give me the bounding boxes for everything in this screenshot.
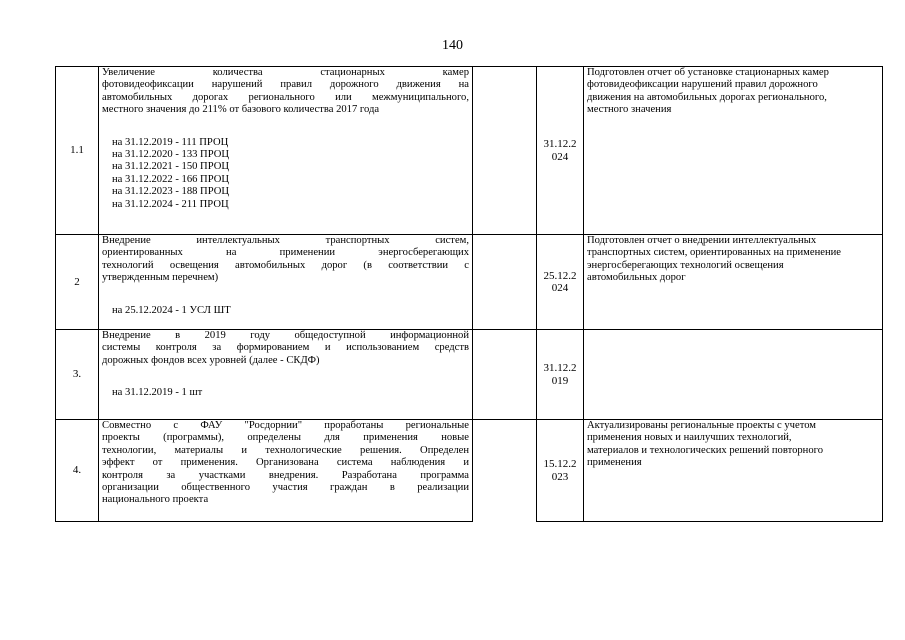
row-result: [584, 330, 883, 420]
result-line: Актуализированы региональные проекты с учетом: [587, 420, 816, 431]
date-part: 024: [551, 150, 569, 163]
desc-line: Совместно с ФАУ "Росдорнии" проработаны региональные: [102, 420, 469, 431]
result-line: движения на автомобильных дорогах регионального,: [587, 91, 827, 103]
desc-line: ориентированных на применении энергосберегающих: [102, 247, 469, 259]
row-number: 1.1: [56, 67, 99, 235]
date-part: 019: [551, 374, 569, 387]
row-description: [99, 67, 473, 235]
result-line: Подготовлен отчет об установке стационарных камер: [587, 67, 829, 78]
desc-line: утвержденным перечнем): [102, 272, 219, 284]
result-line: местного значения: [587, 104, 672, 116]
row-result: [584, 67, 883, 235]
desc-line: Внедрение интеллектуальных транспортных систем,: [102, 235, 469, 246]
due-date: [537, 235, 584, 330]
due-date: [537, 420, 584, 522]
table-row: [56, 235, 883, 330]
result-line: энергосберегающих технологий освещения: [587, 259, 784, 271]
table-row: [56, 67, 883, 235]
column-gap: [473, 235, 537, 330]
desc-line: технологий освещения автомобильных дорог (в соответствии с: [102, 259, 469, 271]
desc-line: местного значения до 211% от базового количества 2017 года: [102, 104, 380, 116]
date-part: 31.12.2: [543, 138, 577, 151]
column-gap: [473, 67, 537, 235]
table-row: [56, 330, 883, 420]
result-line: применения новых и наилучших технологий,: [587, 432, 792, 444]
desc-line: организации общественного участия граждан в реализации: [102, 482, 469, 494]
row-description: [99, 235, 473, 330]
target-values: [112, 305, 469, 317]
due-date: [537, 67, 584, 235]
target-value: на 31.12.2022 - 166 ПРОЦ: [112, 173, 230, 185]
desc-line: Внедрение в 2019 году общедоступной информационной: [102, 330, 469, 341]
result-line: фотовидеофиксации нарушений правил дорожного: [587, 79, 818, 91]
row-number: 3.: [56, 330, 99, 420]
target-value: на 31.12.2020 - 133 ПРОЦ: [112, 149, 230, 161]
desc-line: дорожных фондов всех уровней (далее - СКДФ): [102, 354, 320, 366]
desc-line: системы контроля за формированием и использованием средств: [102, 342, 469, 354]
row-description: [99, 330, 473, 420]
table-row: [56, 420, 883, 522]
desc-line: контроля за участками внедрения. Разработана программа: [102, 469, 469, 481]
result-line: материалов и технологических решений повторного: [587, 444, 824, 456]
desc-line: эффект от применения. Организована система наблюдения и: [102, 457, 469, 469]
desc-line: проекты (программы), определены для применения новые: [102, 432, 469, 444]
page-number: 140: [442, 38, 463, 53]
target-value: на 31.12.2019 - 111 ПРОЦ: [112, 136, 229, 148]
row-number: 2: [56, 235, 99, 330]
desc-line: фотовидеофиксации нарушений правил дорожного движения на: [102, 79, 469, 91]
target-values: [112, 387, 469, 399]
desc-line: технологии, материалы и технологические решения. Определен: [102, 444, 469, 456]
due-date: [537, 330, 584, 420]
target-value: на 31.12.2019 - 1 шт: [112, 387, 203, 399]
column-gap: [473, 330, 537, 420]
result-line: Подготовлен отчет о внедрении интеллектуальных: [587, 235, 817, 246]
target-value: на 31.12.2024 - 211 ПРОЦ: [112, 198, 229, 210]
date-part: 023: [551, 470, 569, 483]
measures-table: [55, 66, 883, 522]
target-value: на 31.12.2021 - 150 ПРОЦ: [112, 161, 230, 173]
date-part: 25.12.2: [543, 269, 577, 282]
target-value: на 31.12.2023 - 188 ПРОЦ: [112, 186, 230, 198]
row-number: 4.: [56, 420, 99, 522]
column-gap: [473, 420, 537, 522]
result-line: применения: [587, 457, 642, 469]
target-value: на 25.12.2024 - 1 УСЛ ШТ: [112, 304, 231, 316]
row-result: [584, 235, 883, 330]
date-part: 31.12.2: [543, 362, 577, 375]
target-values: [112, 137, 469, 211]
row-result: [584, 420, 883, 522]
result-line: автомобильных дорог: [587, 272, 686, 284]
date-part: 15.12.2: [543, 458, 577, 471]
date-part: 024: [551, 282, 569, 294]
desc-line: автомобильных дорогах регионального или межмуниципального,: [102, 91, 469, 103]
desc-line: национального проекта: [102, 494, 209, 506]
result-line: транспортных систем, ориентированных на применение: [587, 247, 841, 259]
desc-line: Увеличение количества стационарных камер: [102, 67, 469, 78]
row-description: [99, 420, 473, 522]
